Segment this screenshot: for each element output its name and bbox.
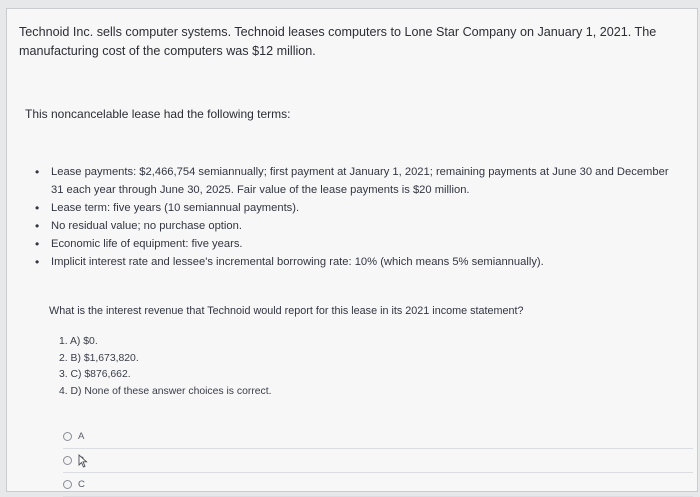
bullet-icon: • [35,255,40,269]
choice-item: 2. B) $1,673,820. [59,352,139,364]
mouse-pointer-icon [78,454,88,468]
term-item [35,199,675,217]
radio-circle-icon[interactable] [63,480,72,489]
radio-circle-icon[interactable] [63,432,72,441]
answer-options [63,425,693,497]
intro-paragraph: Technoid Inc. sells computer systems. Technoid leases computers to Lone Star Company on January 1, 2021. The manufacturing cost of the computers was $12 million. [19,25,657,58]
answer-choices-list [59,334,272,400]
option-label: C [78,479,85,490]
term-text: Economic life of equipment: five years. [51,238,243,250]
term-item [35,235,675,253]
option-b[interactable] [63,449,693,473]
term-text: Lease payments: $2,466,754 semiannually; first payment at January 1, 2021; remaining payments at June 30 and December 31 each year through June 30, 2025. Fair value of the lease payments is $20 million. [51,166,669,196]
term-item [35,217,675,235]
term-item [35,163,675,199]
bullet-icon: • [35,219,40,233]
option-a[interactable] [63,425,693,449]
term-text: Lease term: five years (10 semiannual payments). [51,202,300,214]
bullet-icon: • [35,201,40,215]
choice-item: 3. C) $876,662. [59,369,131,380]
option-label: A [78,431,85,442]
lease-terms-list [35,163,675,271]
term-text: Implicit interest rate and lessee's incremental borrowing rate: 10% (which means 5% semiannually). [51,256,544,268]
question-page [6,8,698,492]
radio-circle-icon[interactable] [63,456,72,465]
lease-terms-heading: This noncancelable lease had the following terms: [25,107,291,121]
choice-item: 1. A) $0. [59,336,98,347]
bullet-icon: • [35,165,40,179]
term-text: No residual value; no purchase option. [51,220,242,232]
bullet-icon: • [35,237,40,251]
option-c[interactable] [63,473,693,497]
term-item [35,253,675,271]
question-text: What is the interest revenue that Technoid would report for this lease in its 2021 income statement? [49,305,524,317]
choice-item: 4. D) None of these answer choices is correct. [59,385,272,397]
